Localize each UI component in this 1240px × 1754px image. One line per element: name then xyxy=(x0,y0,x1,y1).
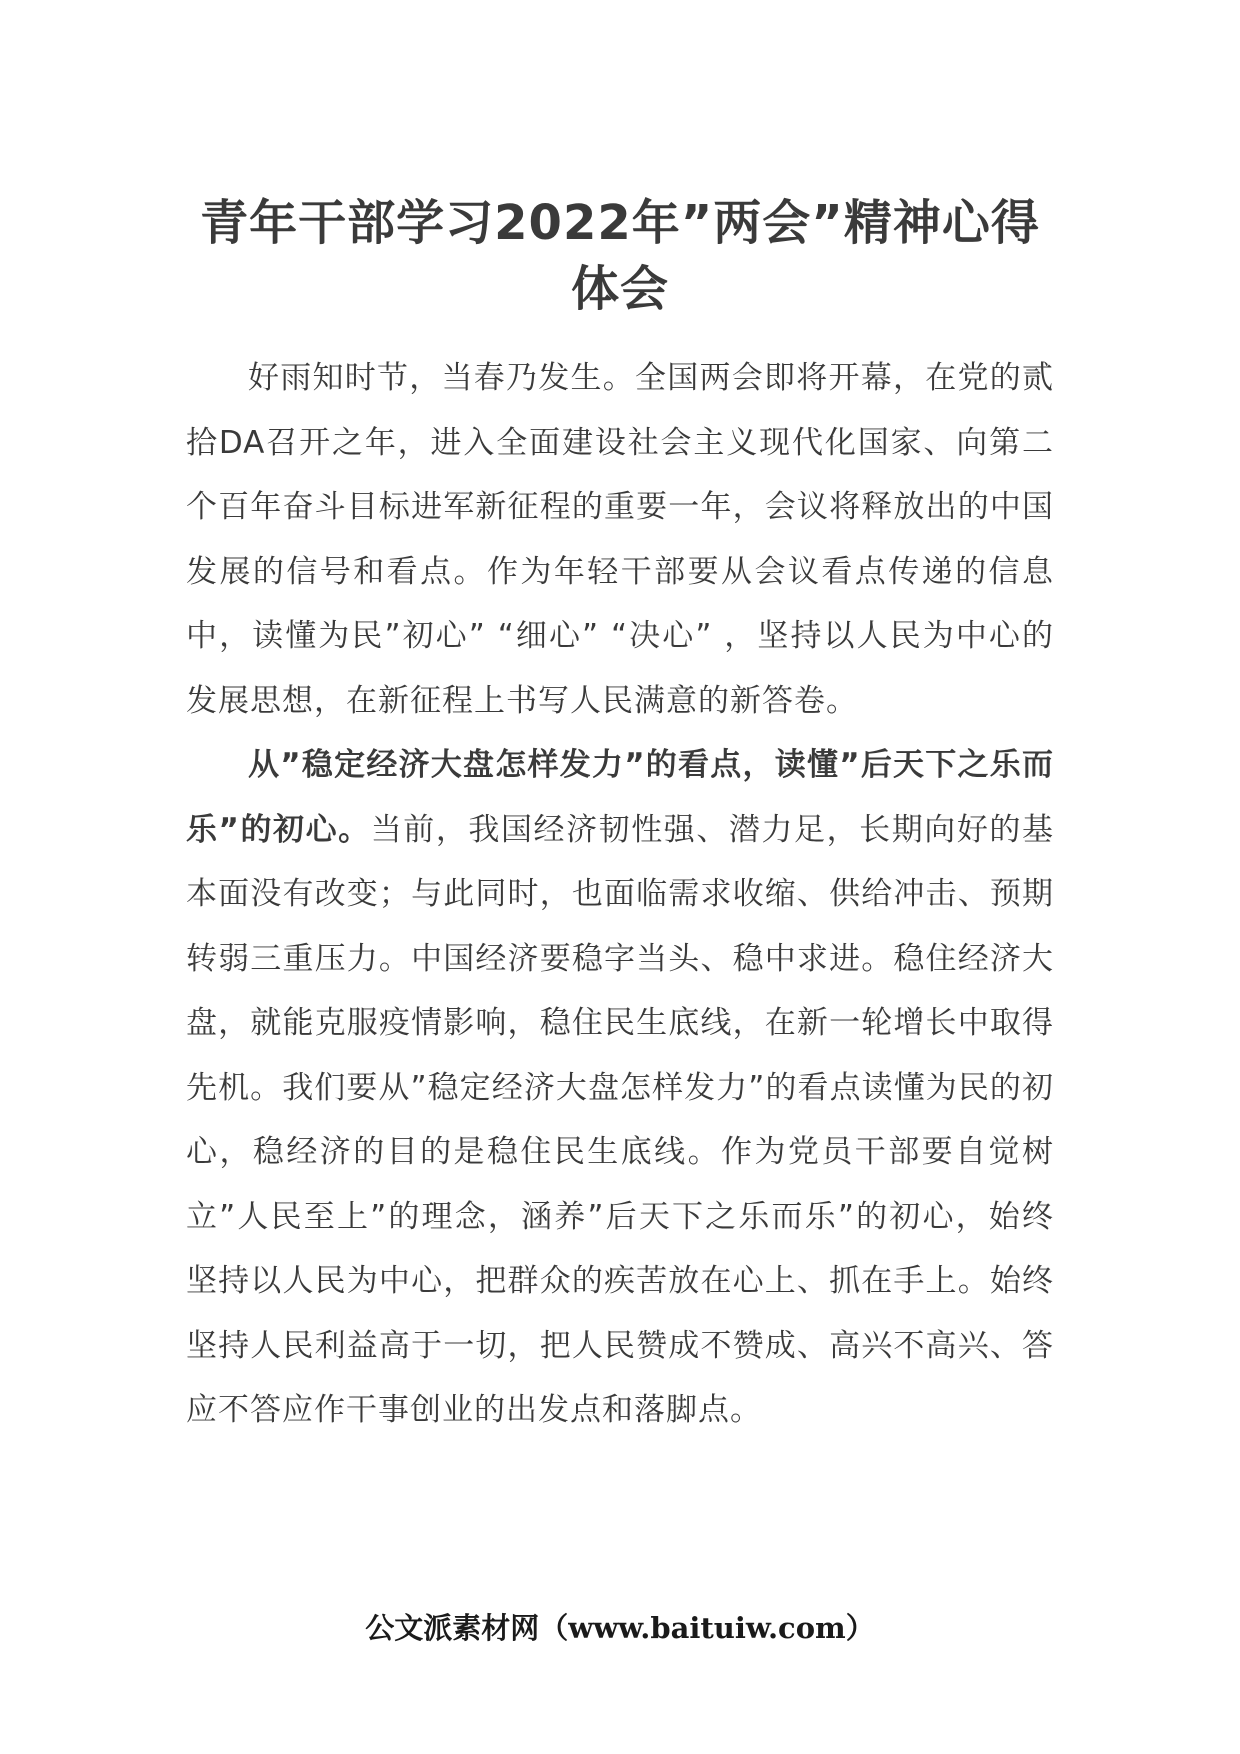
paragraph-intro-text: 好雨知时节，当春乃发生。全国两会即将开幕，在党的贰拾DA召开之年，进入全面建设社会主义现代化国家、向第二个百年奋斗目标进军新征程的重要一年，会议将释放出的中国发展的信号和看点。作为年轻干部要从会议看点传递的信息中，读懂为民”初心” “细心” “决心” ，坚持以人民为中心的发展思想，在新征程上书写人民满意的新答卷。 xyxy=(186,360,1054,719)
document-body xyxy=(186,346,1054,1443)
paragraph-economy-heading: 从”稳定经济大盘怎样发力”的看点，读懂”后天下之乐而乐”的初心。 xyxy=(186,747,1054,848)
paragraph-economy-text: 当前，我国经济韧性强、潜力足，长期向好的基本面没有改变；与此同时，也面临需求收缩、供给冲击、预期转弱三重压力。中国经济要稳字当头、稳中求进。稳住经济大盘，就能克服疫情影响，稳住民生底线，在新一轮增长中取得先机。我们要从”稳定经济大盘怎样发力”的看点读懂为民的初心，稳经济的目的是稳住民生底线。作为党员干部要自觉树立”人民至上”的理念，涵养”后天下之乐而乐”的初心，始终坚持以人民为中心，把群众的疾苦放在心上、抓在手上。始终坚持人民利益高于一切，把人民赞成不赞成、高兴不高兴、答应不答应作干事创业的出发点和落脚点。 xyxy=(186,811,1054,1428)
paragraph-economy xyxy=(186,733,1054,1443)
document-title: 青年干部学习2022年”两会”精神心得体会 xyxy=(200,195,1040,317)
source-footer: 公文派素材网（www.baituiw.com） xyxy=(365,1611,875,1645)
paragraph-intro xyxy=(186,346,1054,733)
